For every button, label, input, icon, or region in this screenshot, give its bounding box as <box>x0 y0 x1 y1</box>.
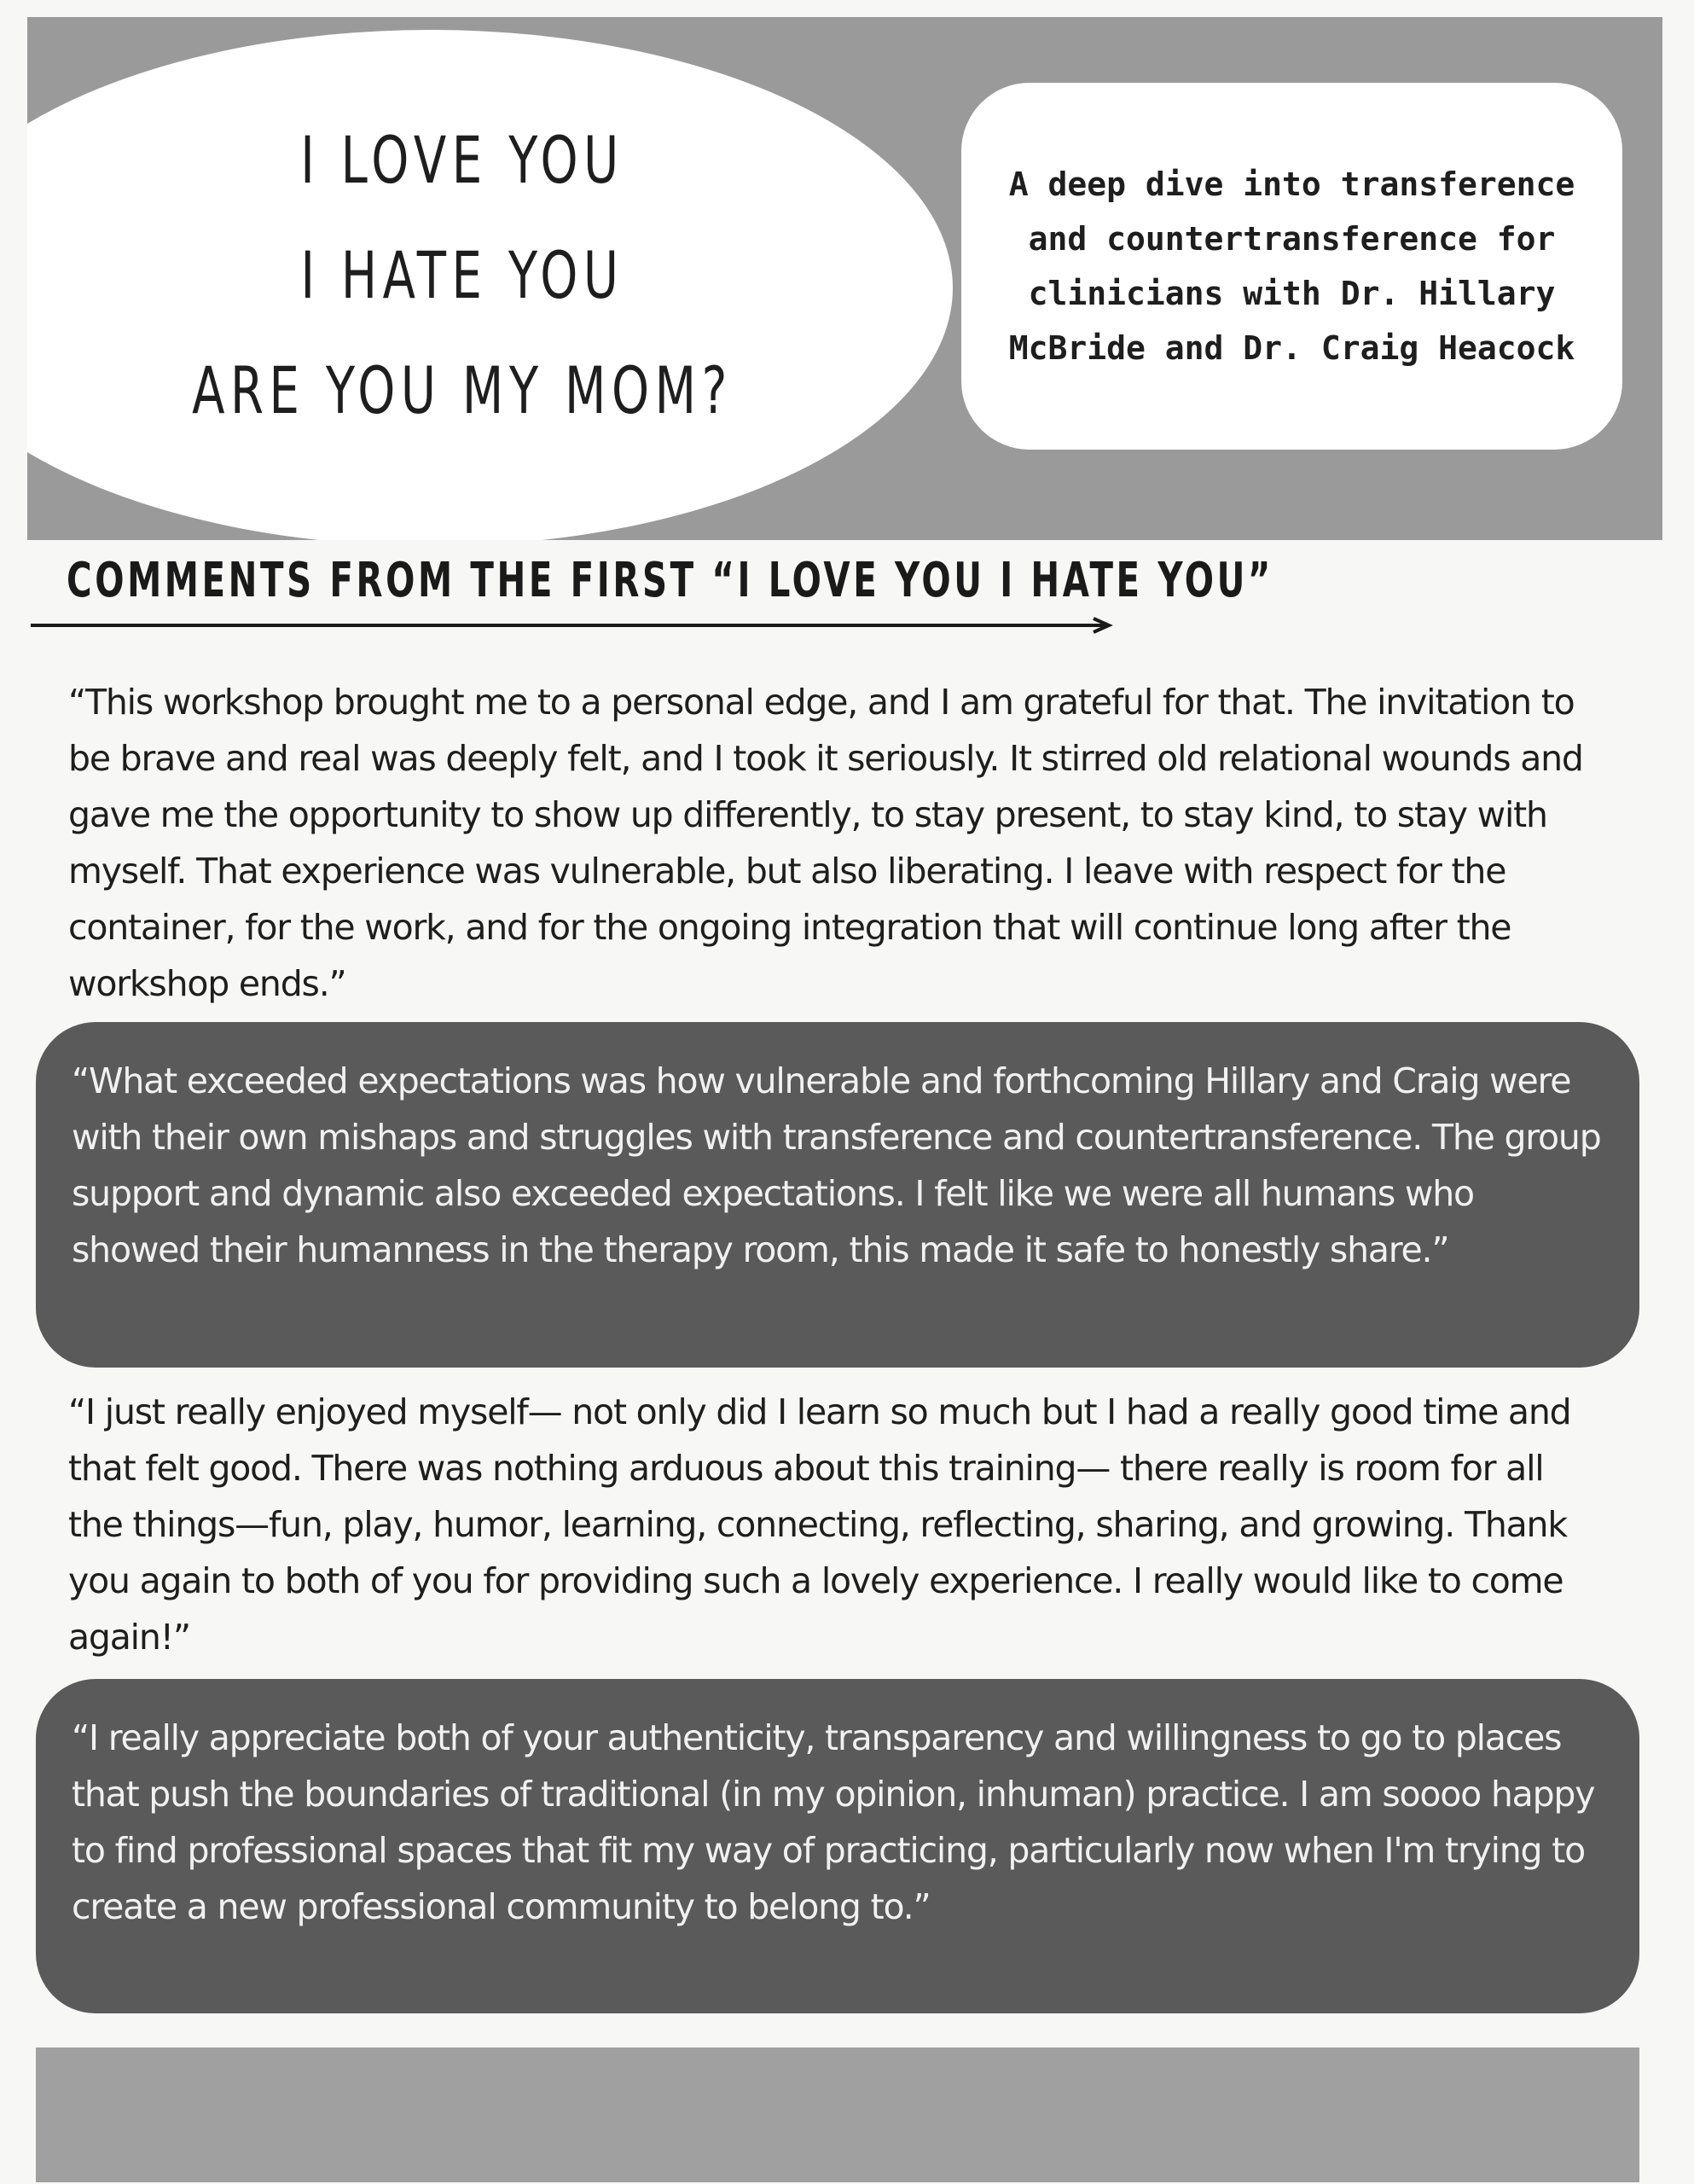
quote-2: “What exceeded expectations was how vulnerable and forthcoming Hillary and Craig were with their own mishaps and struggles with transference and countertransference. The group support and dynamic also exceeded expectations. I felt like we were all humans who showed their humanness in the therapy room, this made it safe to honestly share.” <box>72 1060 1601 1270</box>
title-block <box>78 102 846 448</box>
title-line-3: ARE YOU MY MOM? <box>192 352 733 428</box>
quote-1: “This workshop brought me to a personal edge, and I am grateful for that. The invitation to be brave and real was deeply felt, and I took it seriously. It stirred old relational wounds and gave me the opportunity to show up differently, to stay present, to stay kind, to stay with myself. That experience was vulnerable, but also liberating. I leave with respect for the container, for the work, and for the ongoing integration that will continue long after the workshop ends.” <box>68 682 1583 1004</box>
title-line-1: I LOVE YOU <box>300 122 624 198</box>
quote-4-panel <box>36 1679 1639 2013</box>
subtitle-text: A deep dive into transference and countertransference for clinicians with Dr. Hillary McBride and Dr. Craig Heacock <box>1008 166 1575 367</box>
quote-2-panel <box>36 1022 1639 1368</box>
arrow-right-icon <box>29 613 1121 638</box>
section-heading: COMMENTS FROM THE FIRST “I LOVE YOU I HATE YOU” <box>67 553 1274 608</box>
header-band <box>27 17 1662 540</box>
quote-4: “I really appreciate both of your authenticity, transparency and willingness to go to places that push the boundaries of traditional (in my opinion, inhuman) practice. I am soooo happy to find professional spaces that fit my way of practicing, particularly now when I'm trying to create a new professional community to belong to.” <box>72 1717 1595 1927</box>
subtitle-box <box>961 83 1622 450</box>
footer-band <box>36 2048 1639 2182</box>
quote-3: “I just really enjoyed myself— not only did I learn so much but I had a really good time and that felt good. There was nothing arduous about this training— there really is room for all the things—fun, play, humor, learning, connecting, reflecting, sharing, and growing. Thank you again to both of you for providing such a lovely experience. I really would like to come again!” <box>68 1391 1571 1658</box>
title-line-2: I HATE YOU <box>300 237 624 313</box>
